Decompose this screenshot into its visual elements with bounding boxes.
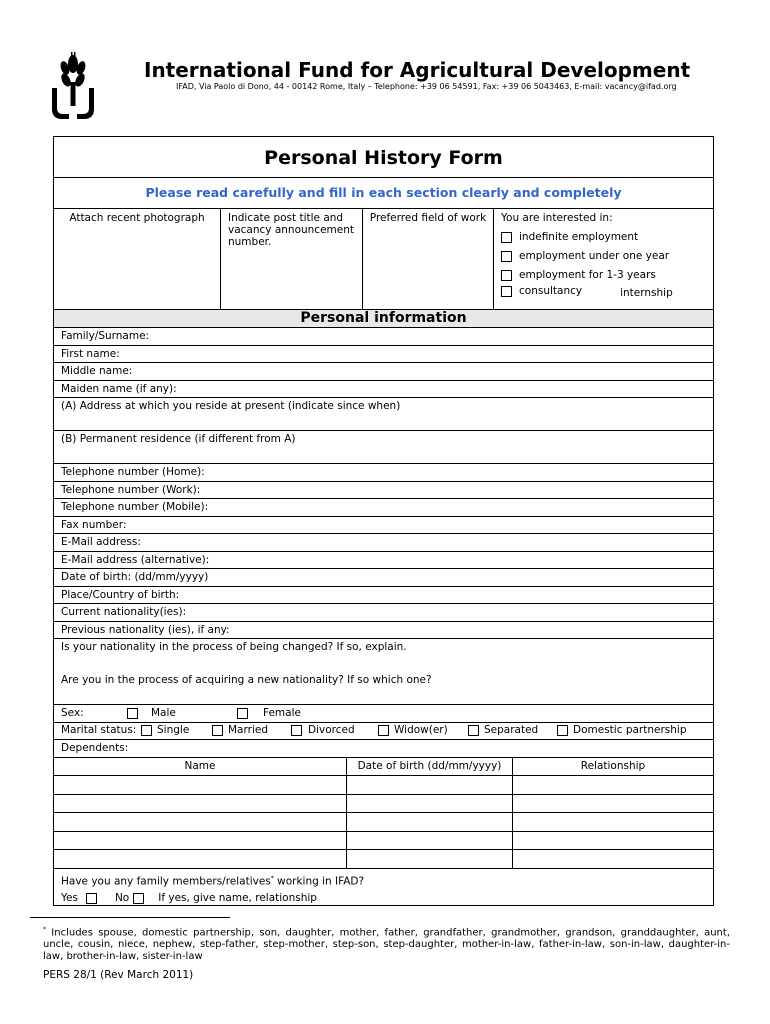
previous-nationality-field[interactable] xyxy=(54,622,713,640)
checkbox-under-one-year[interactable] xyxy=(501,251,512,262)
option-label-internship: internship xyxy=(620,287,673,299)
footnote-marker: * xyxy=(270,874,274,882)
field-label: Current nationality(ies): xyxy=(61,606,187,618)
application-header xyxy=(54,209,713,310)
email-alt-field[interactable] xyxy=(54,552,713,570)
dependents-label: Dependents: xyxy=(61,742,129,754)
option-label: indefinite employment xyxy=(519,231,639,243)
footnote-divider xyxy=(30,917,230,918)
male-label: Male xyxy=(151,706,176,719)
form-title: Personal History Form xyxy=(54,137,713,178)
field-label: Are you in the process of acquiring a new nationality? If so which one? xyxy=(61,674,432,686)
address-present-field[interactable] xyxy=(54,398,713,431)
interest-option[interactable] xyxy=(501,231,707,243)
footnote-star: * xyxy=(43,926,46,933)
table-row xyxy=(54,776,713,795)
post-label: Indicate post title and vacancy announcement number. xyxy=(228,212,355,248)
form-code: PERS 28/1 (Rev March 2011) xyxy=(43,969,194,981)
nationality-change-field[interactable] xyxy=(54,639,713,705)
interest-section xyxy=(494,209,713,309)
option-label: employment under one year xyxy=(519,250,670,262)
org-contact: IFAD, Via Paolo di Dono, 44 - 00142 Rome, Italy – Telephone: +39 06 54591, Fax: +39 06 5043463, E-mail: vacancy@ifad.org xyxy=(176,82,677,91)
sex-label: Sex: xyxy=(61,706,84,719)
dep-dob-cell[interactable] xyxy=(347,776,513,794)
field-label: Telephone number (Home): xyxy=(61,466,205,478)
dep-relationship-cell[interactable] xyxy=(513,832,713,850)
table-row xyxy=(54,795,713,814)
middle-name-field[interactable] xyxy=(54,363,713,381)
interest-option[interactable] xyxy=(501,250,707,262)
single-label: Single xyxy=(157,724,190,737)
dependents-header-row xyxy=(54,758,713,777)
table-row xyxy=(54,850,713,869)
checkbox-married[interactable] xyxy=(212,725,223,736)
female-label: Female xyxy=(263,706,301,719)
marital-status-row xyxy=(54,723,713,741)
field-label: Is your nationality in the process of being changed? If so, explain. xyxy=(61,641,407,653)
photo-box[interactable] xyxy=(54,209,221,309)
no-label: No xyxy=(114,892,130,904)
org-title: International Fund for Agricultural Development xyxy=(144,58,691,82)
field-label: First name: xyxy=(61,347,120,360)
dep-dob-header: Date of birth (dd/mm/yyyy) xyxy=(347,758,513,776)
field-label: Previous nationality (ies), if any: xyxy=(61,623,230,636)
dep-relationship-cell[interactable] xyxy=(513,850,713,868)
dep-name-cell[interactable] xyxy=(54,795,347,813)
relatives-question-text: Have you any family members/relatives xyxy=(61,875,271,887)
divorced-label: Divorced xyxy=(308,724,355,737)
address-permanent-field[interactable] xyxy=(54,431,713,464)
maiden-name-field[interactable] xyxy=(54,381,713,399)
checkbox-female[interactable] xyxy=(237,708,248,719)
photo-label: Attach recent photograph xyxy=(69,212,205,224)
dep-dob-cell[interactable] xyxy=(347,832,513,850)
table-row xyxy=(54,813,713,832)
fax-field[interactable] xyxy=(54,517,713,535)
if-yes-label: If yes, give name, relationship xyxy=(158,892,317,904)
field-label: Middle name: xyxy=(61,365,133,377)
tel-home-field[interactable] xyxy=(54,464,713,482)
form-instruction: Please read carefully and fill in each section clearly and completely xyxy=(54,178,713,209)
widow-label: Widow(er) xyxy=(394,724,448,737)
dep-dob-cell[interactable] xyxy=(347,850,513,868)
interest-option[interactable] xyxy=(501,269,707,281)
nationality-field[interactable] xyxy=(54,604,713,622)
checkbox-male[interactable] xyxy=(127,708,138,719)
surname-field[interactable] xyxy=(54,328,713,346)
field-label: Family/Surname: xyxy=(61,330,150,342)
ifad-logo xyxy=(46,44,100,120)
dep-relationship-header: Relationship xyxy=(580,759,646,772)
tel-work-field[interactable] xyxy=(54,482,713,500)
field-label: Telephone number (Mobile): xyxy=(61,501,209,513)
domestic-label: Domestic partnership xyxy=(573,724,687,737)
field-label: E-Mail address (alternative): xyxy=(61,553,210,566)
personal-history-form xyxy=(53,136,714,906)
married-label: Married xyxy=(228,724,268,737)
interest-option[interactable] xyxy=(501,285,707,297)
checkbox-yes[interactable] xyxy=(86,893,97,904)
relatives-question xyxy=(61,870,713,891)
post-title-field[interactable] xyxy=(221,209,363,309)
checkbox-no[interactable] xyxy=(133,893,144,904)
dep-name-cell[interactable] xyxy=(54,776,347,794)
dep-dob-cell[interactable] xyxy=(347,795,513,813)
field-label: (A) Address at which you reside at present (indicate since when) xyxy=(61,400,401,412)
dep-name-header: Name xyxy=(54,758,347,776)
field-label: E-Mail address: xyxy=(61,536,141,548)
dep-name-cell[interactable] xyxy=(54,832,347,850)
option-label: employment for 1-3 years xyxy=(519,269,656,281)
field-label: Maiden name (if any): xyxy=(61,382,177,395)
tel-mobile-field[interactable] xyxy=(54,499,713,517)
field-label: Date of birth: (dd/mm/yyyy) xyxy=(61,571,209,583)
dependents-label-row xyxy=(54,740,713,758)
table-row xyxy=(54,832,713,851)
relatives-question-end: working in IFAD? xyxy=(273,875,365,887)
checkbox-widow[interactable] xyxy=(378,725,389,736)
checkbox-divorced[interactable] xyxy=(291,725,302,736)
dep-relationship-cell[interactable] xyxy=(513,795,713,813)
field-of-work-field[interactable] xyxy=(363,209,494,309)
dep-name-cell[interactable] xyxy=(54,850,347,868)
relatives-answer xyxy=(61,890,713,907)
footnote xyxy=(43,924,730,963)
checkbox-separated[interactable] xyxy=(468,725,479,736)
field-label: Telephone number (Work): xyxy=(61,483,201,496)
field-label: Preferred field of work xyxy=(369,212,487,224)
interest-label: You are interested in: xyxy=(501,212,613,224)
dep-name-cell[interactable] xyxy=(54,813,347,831)
checkbox-consultancy[interactable] xyxy=(501,286,512,297)
yes-label: Yes xyxy=(61,892,78,904)
separated-label: Separated xyxy=(484,724,539,737)
checkbox-single[interactable] xyxy=(141,725,152,736)
dep-dob-cell[interactable] xyxy=(347,813,513,831)
section-heading-personal: Personal information xyxy=(54,310,713,328)
first-name-field[interactable] xyxy=(54,346,713,364)
dep-relationship-cell[interactable] xyxy=(513,813,713,831)
dep-relationship-cell[interactable] xyxy=(513,776,713,794)
field-label: (B) Permanent residence (if different from A) xyxy=(61,433,296,445)
pob-field[interactable] xyxy=(54,587,713,605)
relatives-row xyxy=(54,869,713,905)
footnote-text: Includes spouse, domestic partnership, son, daughter, mother, father, grandfather, grandmother, grandson, granddaughter, aunt, uncle, cousin, niece, nephew, step-father, step-mother, step-son, step-daughter, mother-in-law, father-in-law, son-in-law, daughter-in-law, brother-in-law, sister-in-law xyxy=(43,927,730,963)
checkbox-domestic-partnership[interactable] xyxy=(557,725,568,736)
field-label: Fax number: xyxy=(61,518,127,531)
dob-field[interactable] xyxy=(54,569,713,587)
marital-label: Marital status: xyxy=(61,724,137,737)
email-field[interactable] xyxy=(54,534,713,552)
sex-row xyxy=(54,705,713,723)
option-label: consultancy xyxy=(519,285,583,297)
checkbox-indefinite[interactable] xyxy=(501,232,512,243)
field-label: Place/Country of birth: xyxy=(61,588,180,601)
checkbox-1-3-years[interactable] xyxy=(501,270,512,281)
